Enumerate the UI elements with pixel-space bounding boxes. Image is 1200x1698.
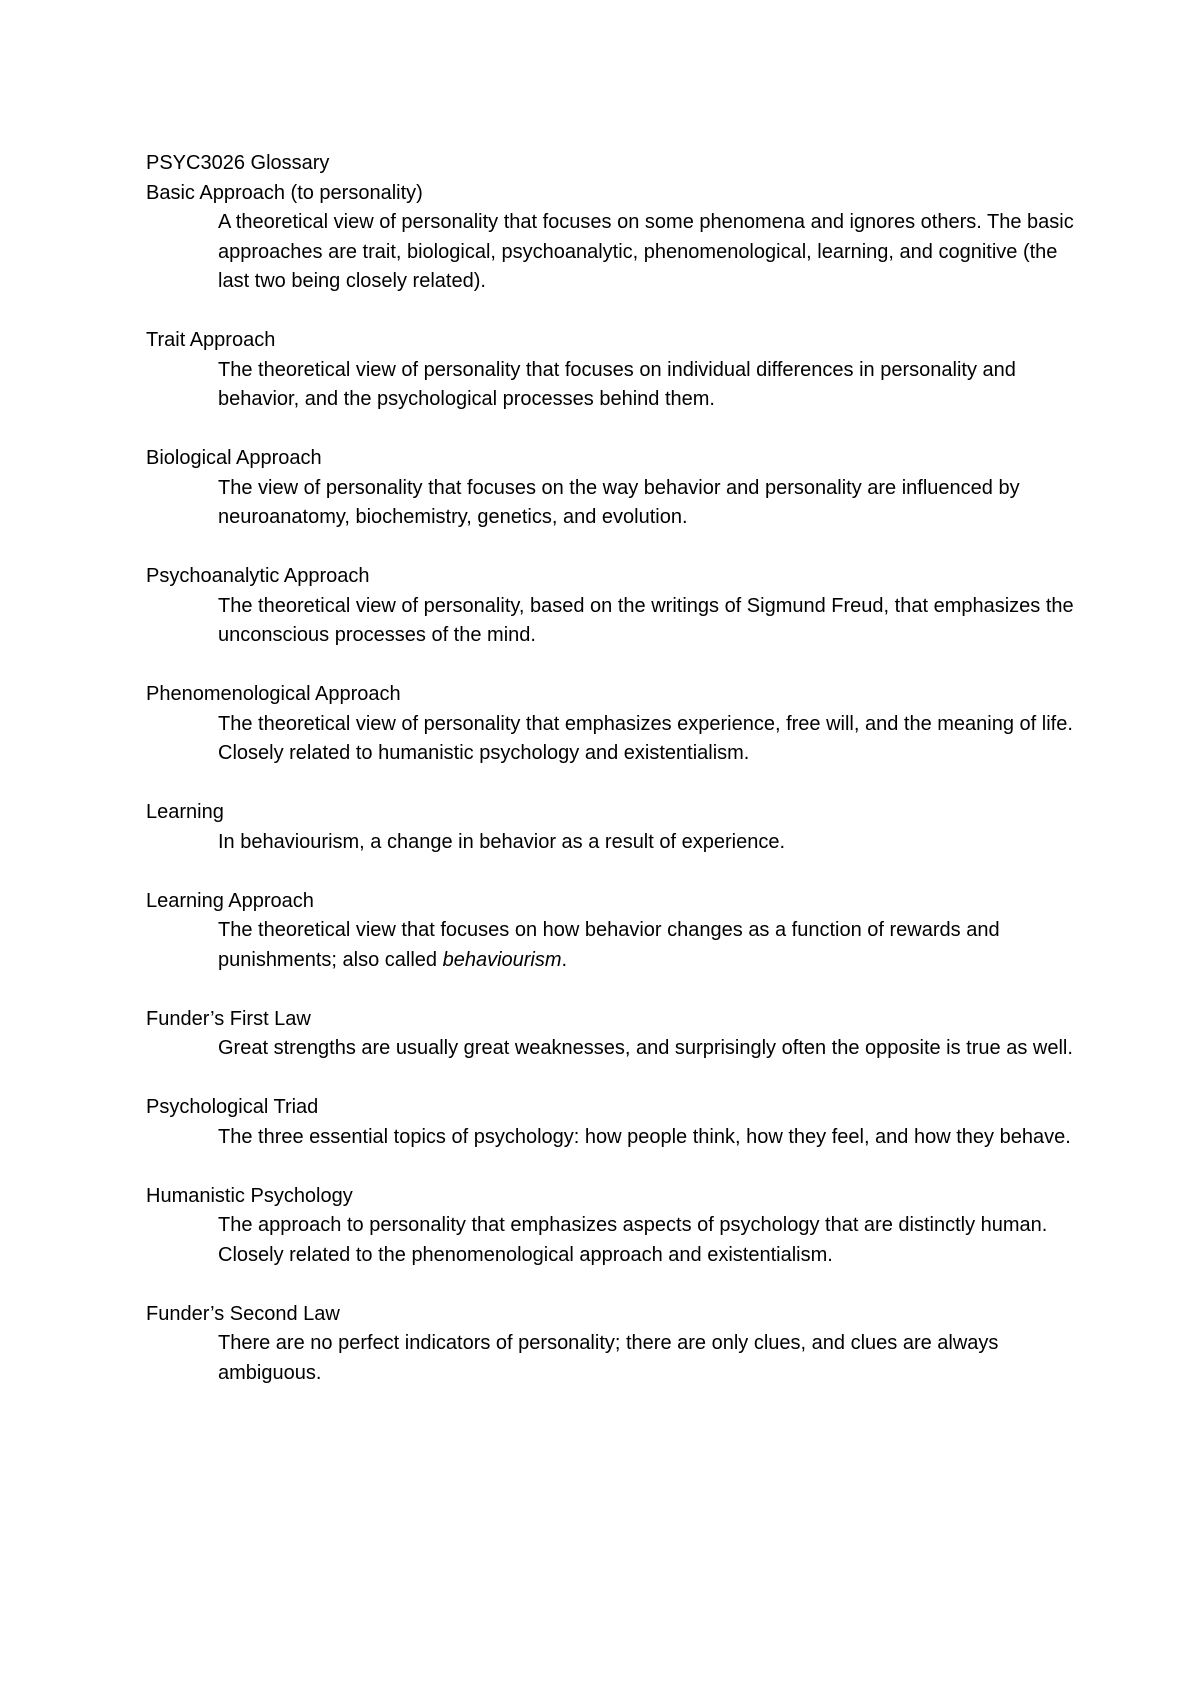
definition-emphasis: behaviourism	[442, 948, 562, 971]
glossary-definition: Great strengths are usually great weaknesses, and surprisingly often the opposite is true as well.	[218, 1037, 1073, 1059]
glossary-entry-biological-approach	[146, 444, 1086, 533]
document-title: PSYC3026 Glossary	[146, 152, 330, 174]
glossary-term: Trait Approach	[146, 329, 276, 351]
glossary-entry-funders-first-law	[146, 1005, 1086, 1064]
glossary-entry-trait-approach	[146, 326, 1086, 415]
glossary-definition: The theoretical view of personality that focuses on individual differences in personality and behavior, and the psychological processes behind them.	[218, 358, 1016, 410]
glossary-term: Funder’s First Law	[146, 1007, 311, 1030]
glossary-term: Funder’s Second Law	[146, 1302, 340, 1325]
glossary-definition: The theoretical view of personality that emphasizes experience, free will, and the meaning of life. Closely related to humanistic psychology and existentialism.	[218, 712, 1073, 764]
definition-text: The theoretical view that focuses on how behavior changes as a function of rewards and punishments; also called	[218, 919, 1000, 971]
glossary-term: Learning Approach	[146, 889, 314, 912]
glossary-definition: In behaviourism, a change in behavior as a result of experience.	[218, 830, 786, 853]
glossary-definition: The approach to personality that emphasizes aspects of psychology that are distinctly human. Closely related to the phenomenological approach and existentialism.	[218, 1214, 1048, 1266]
glossary-content	[146, 149, 1086, 1418]
glossary-definition	[146, 916, 1086, 975]
glossary-definition: The three essential topics of psychology: how people think, how they feel, and how they behave.	[218, 1125, 1071, 1148]
glossary-term: Psychoanalytic Approach	[146, 565, 370, 587]
glossary-entry-humanistic-psychology	[146, 1182, 1086, 1271]
glossary-definition: The theoretical view of personality, based on the writings of Sigmund Freud, that emphasizes the unconscious processes of the mind.	[218, 594, 1074, 646]
glossary-term: Phenomenological Approach	[146, 683, 401, 705]
glossary-entry-phenomenological-approach	[146, 680, 1086, 769]
glossary-term: Psychological Triad	[146, 1096, 319, 1118]
glossary-entry-psychological-triad	[146, 1093, 1086, 1152]
glossary-entry-psychoanalytic-approach	[146, 562, 1086, 651]
glossary-term: Humanistic Psychology	[146, 1184, 353, 1207]
glossary-definition: The view of personality that focuses on the way behavior and personality are influenced by neuroanatomy, biochemistry, genetics, and evolution.	[218, 476, 1020, 528]
glossary-definition: There are no perfect indicators of personality; there are only clues, and clues are always ambiguous.	[218, 1332, 999, 1384]
definition-text-end: .	[561, 948, 568, 971]
glossary-definition: A theoretical view of personality that focuses on some phenomena and ignores others. The basic approaches are trait, biological, psychoanalytic, phenomenological, learning, and cognitive (the last two being closely related).	[218, 211, 1074, 292]
glossary-entry-funders-second-law	[146, 1300, 1086, 1389]
glossary-entry-learning	[146, 798, 1086, 857]
glossary-entry-learning-approach	[146, 887, 1086, 976]
glossary-term: Learning	[146, 801, 224, 823]
glossary-entry-basic-approach	[146, 179, 1086, 297]
glossary-term: Biological Approach	[146, 447, 322, 469]
glossary-term: Basic Approach (to personality)	[146, 181, 423, 204]
